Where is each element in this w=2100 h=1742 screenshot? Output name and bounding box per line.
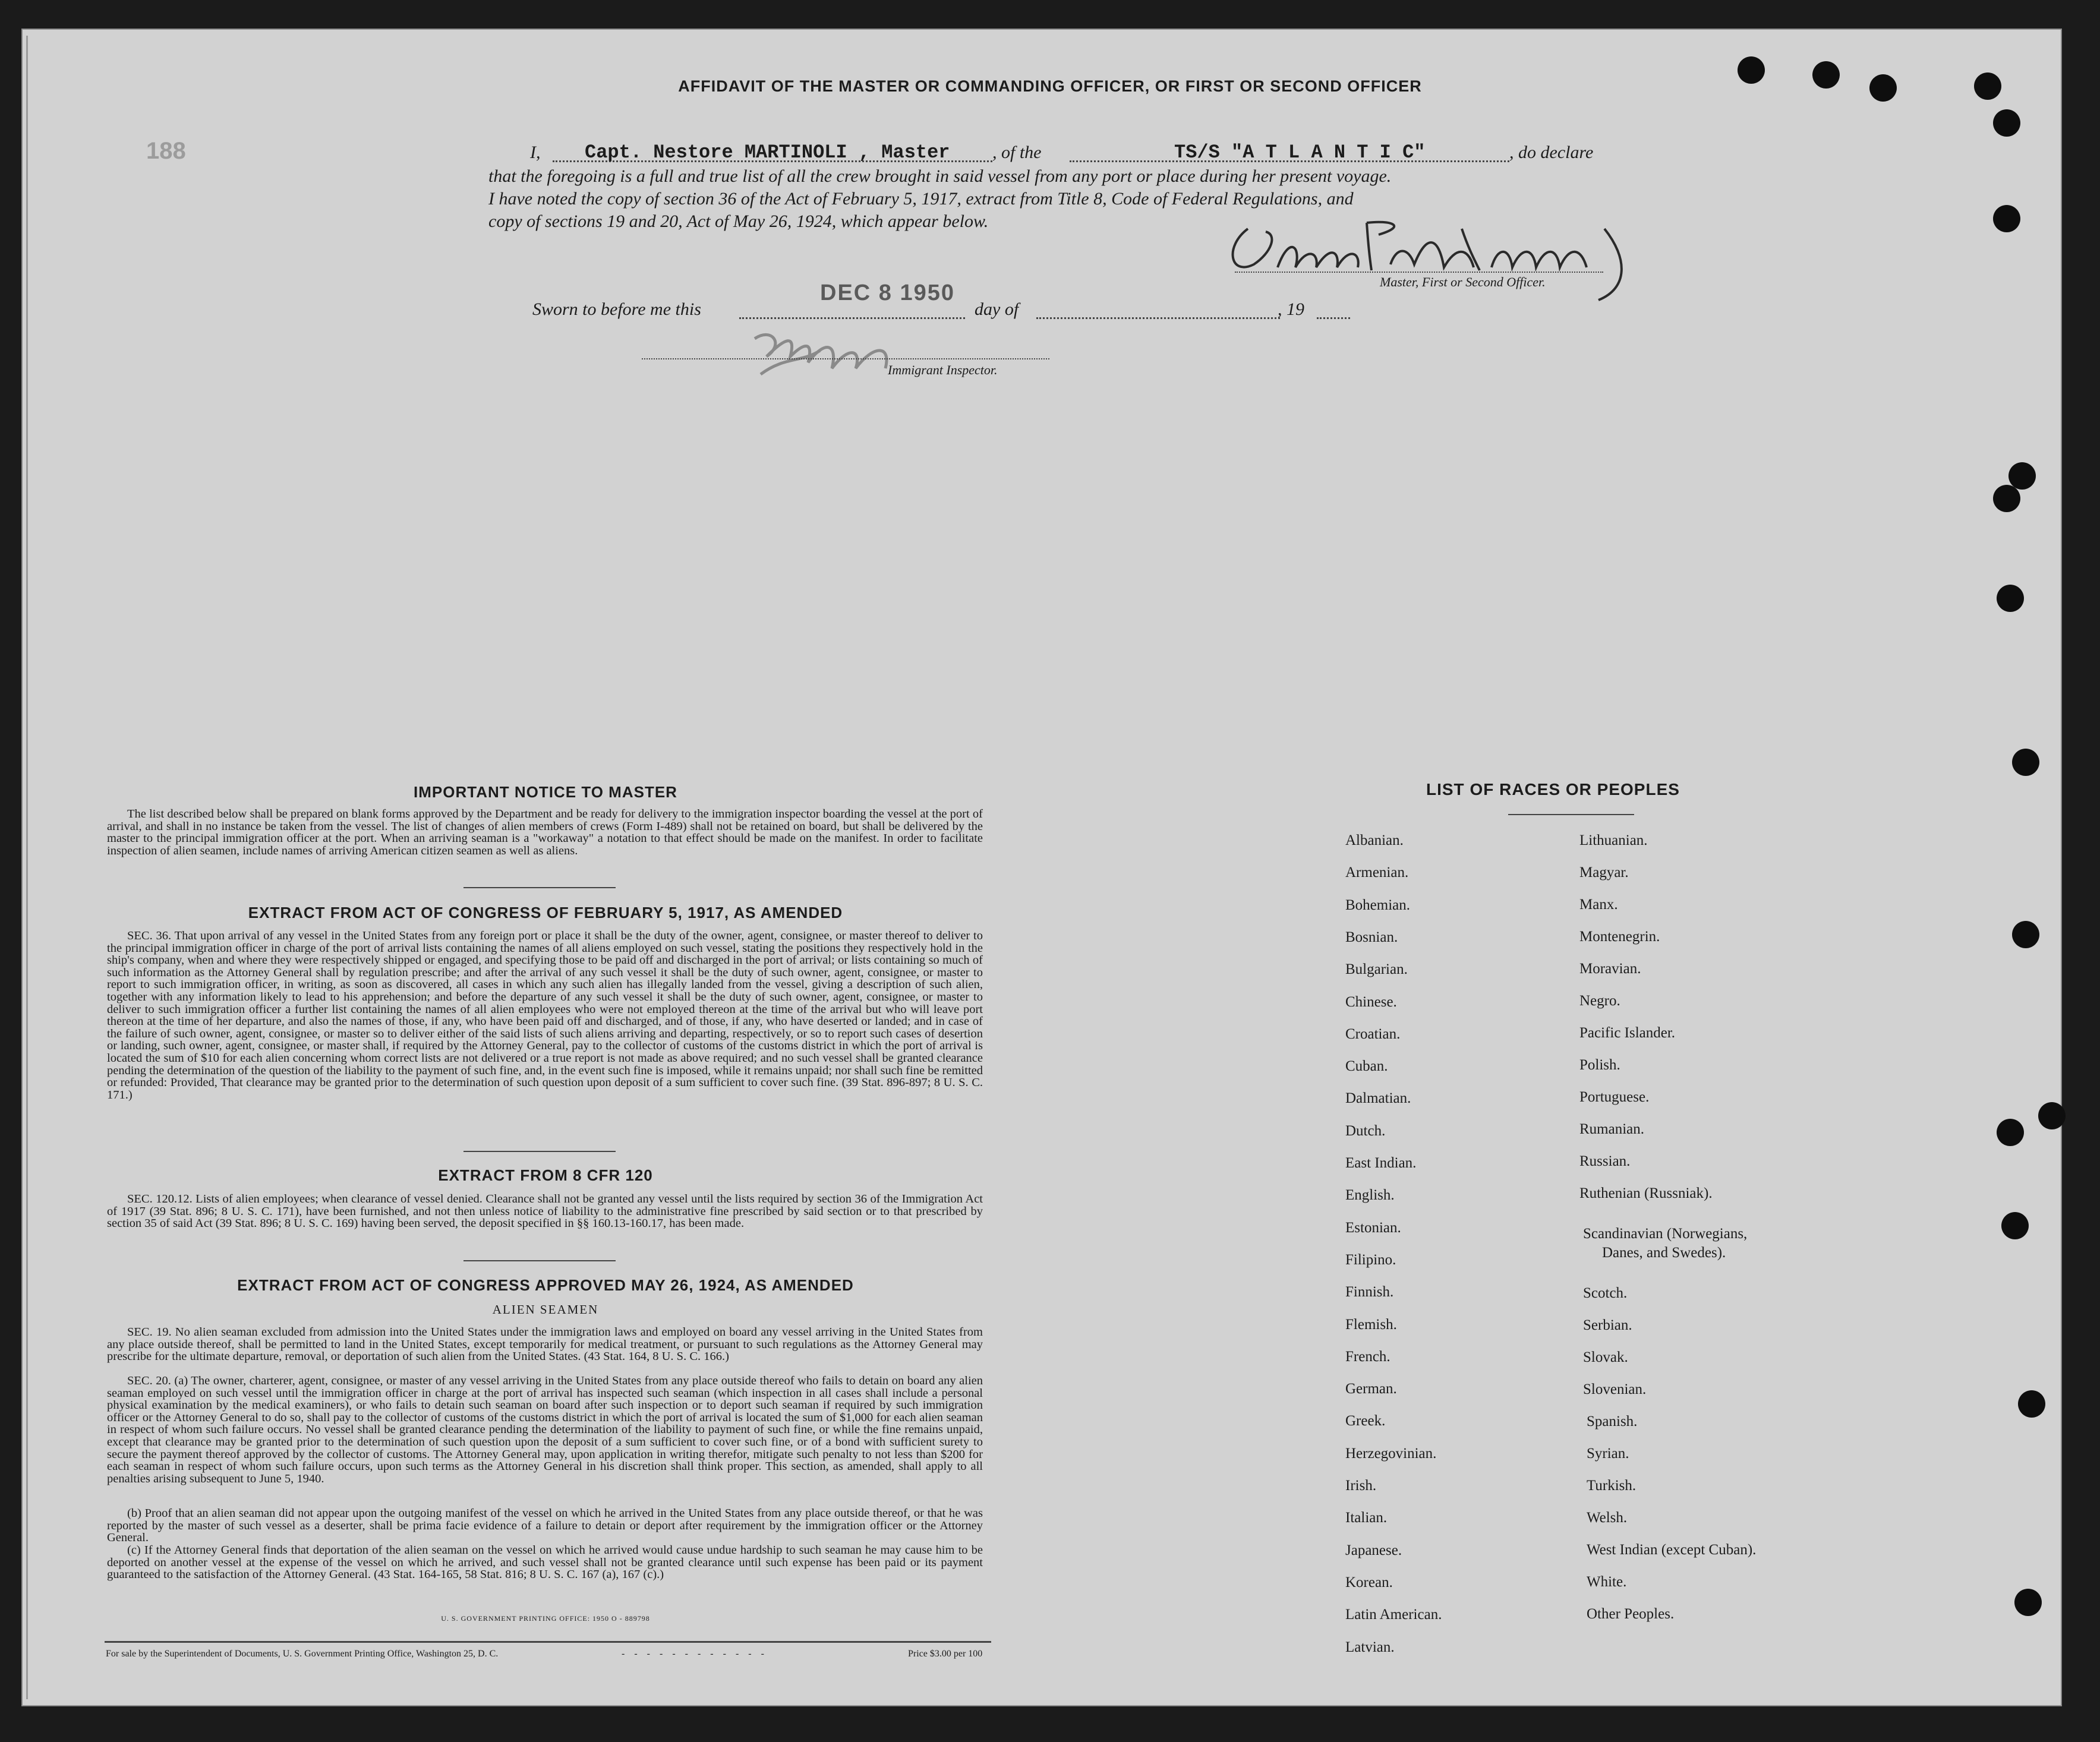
race-item: Bulgarian. bbox=[1345, 961, 1408, 978]
race-item: Japanese. bbox=[1345, 1542, 1402, 1558]
punch-hole bbox=[2038, 1102, 2066, 1129]
race-item: Dutch. bbox=[1345, 1122, 1386, 1139]
race-item: Latin American. bbox=[1345, 1607, 1442, 1623]
footer-rule bbox=[105, 1641, 991, 1643]
race-item: Rumanian. bbox=[1579, 1121, 1645, 1137]
year-prefix: , 19 bbox=[1278, 299, 1304, 319]
race-item: Chinese. bbox=[1345, 993, 1397, 1010]
punch-hole bbox=[1997, 1119, 2024, 1146]
notice-heading: IMPORTANT NOTICE TO MASTER bbox=[414, 783, 677, 801]
notice-text: The list described below shall be prepared on blank forms approved by the Department and be ready for delivery to the immigration inspector boarding the vessel at the port of arrival, and shall in no instance be taken from the vessel. The list of changes of alien members of crews (Form I-489) shall not be retained on board, but shall be delivered by the master to the principal immigration officer at the port. When an arriving seaman is a "workaway" a notation to that effect should be made on the manifest. In order to facilitate inspection of alien seamen, include names of arriving American citizen seamen as well as aliens. bbox=[107, 807, 983, 857]
sworn-label: Sworn to before me this bbox=[532, 299, 701, 319]
race-item: Negro. bbox=[1579, 993, 1620, 1009]
punch-hole bbox=[1997, 585, 2024, 612]
race-item: White. bbox=[1587, 1574, 1627, 1590]
sec-20c-text: (c) If the Attorney General finds that deportation of the alien seaman on the vessel on which he arrived would cause undue hardship to such seaman he may cause him to be deported on another vessel at the expense of the vessel on which he arrived, and such vessel shall not be granted clearance until such expense has been paid or its payment guaranteed to the satisfaction of the Attorney General. (43 Stat. 164-165, 58 Stat. 816; 8 U. S. C. 167 (a), 167 (c).) bbox=[107, 1544, 983, 1582]
footer-dashes: - - - - - - - - - - - - bbox=[622, 1649, 768, 1659]
race-item: Bohemian. bbox=[1345, 897, 1411, 913]
master-signature bbox=[1212, 211, 1688, 306]
race-item: Armenian. bbox=[1345, 864, 1409, 881]
race-item: Estonian. bbox=[1345, 1219, 1401, 1236]
race-item: Slovak. bbox=[1583, 1349, 1628, 1365]
race-item: Greek. bbox=[1345, 1413, 1386, 1429]
race-item: Albanian. bbox=[1345, 832, 1404, 848]
race-item: Croatian. bbox=[1345, 1025, 1401, 1042]
divider bbox=[463, 887, 616, 888]
divider bbox=[463, 1260, 616, 1261]
race-item: Italian. bbox=[1345, 1510, 1388, 1526]
date-stamp: DEC 8 1950 bbox=[820, 280, 956, 305]
race-item: Bosnian. bbox=[1345, 929, 1398, 945]
extract-1917-heading: EXTRACT FROM ACT OF CONGRESS OF FEBRUARY 5, 1917, AS AMENDED bbox=[248, 904, 843, 922]
punch-hole bbox=[2008, 462, 2036, 490]
signature-line bbox=[1235, 272, 1603, 273]
sworn-date-line bbox=[739, 317, 965, 319]
race-item: Manx. bbox=[1579, 897, 1618, 913]
affidavit-i-label: I, bbox=[530, 143, 541, 162]
vessel-name: TS/S "A T L A N T I C" bbox=[1174, 141, 1426, 163]
race-item: Ruthenian (Russniak). bbox=[1579, 1185, 1713, 1201]
race-item: Slovenian. bbox=[1583, 1381, 1647, 1397]
race-item: Syrian. bbox=[1587, 1446, 1629, 1462]
race-item: French. bbox=[1345, 1348, 1390, 1365]
race-item: Finnish. bbox=[1345, 1284, 1394, 1301]
race-item: Filipino. bbox=[1345, 1251, 1396, 1268]
race-item: Irish. bbox=[1345, 1478, 1377, 1494]
for-sale-text: For sale by the Superintendent of Documents, U. S. Government Printing Office, Washington 25, D. C. bbox=[106, 1649, 499, 1659]
race-item: Herzegovinian. bbox=[1345, 1445, 1437, 1462]
races-heading: LIST OF RACES OR PEOPLES bbox=[1426, 780, 1680, 799]
race-item: Cuban. bbox=[1345, 1058, 1388, 1075]
affidavit-line-2: that the foregoing is a full and true list of all the crew brought in said vessel from any port or place during her present voyage. bbox=[488, 166, 1392, 186]
race-item: Spanish. bbox=[1587, 1413, 1638, 1429]
race-item: Turkish. bbox=[1587, 1478, 1637, 1494]
race-item: Serbian. bbox=[1583, 1317, 1632, 1333]
month-line bbox=[1036, 317, 1280, 319]
do-declare-label: , do declare bbox=[1509, 143, 1594, 162]
race-item: Danes, and Swedes). bbox=[1602, 1245, 1726, 1261]
race-item: Montenegrin. bbox=[1579, 929, 1660, 945]
race-item: Dalmatian. bbox=[1345, 1090, 1411, 1107]
race-item: Portuguese. bbox=[1579, 1089, 1650, 1105]
sec-20a-text: SEC. 20. (a) The owner, charterer, agent, consignee, or master of any vessel arriving in the United States from any place outside thereof who fails to detain on board any alien seaman employed on such vessel until the immigration officer in charge at the port of arrival has inspected such seaman (which inspection in all cases shall include a personal physical examination by the medical examiners), or who fails to detain such seaman on board after such inspection or to deport such seaman if required by such immigration officer or the Attorney General to do so, shall pay to the collector of customs of the customs district in which the port of arrival is located the sum of $1,000 for each alien seaman in respect of whom such failure occurs. No vessel shall be granted clearance pending the determination of the liability to payment of such fine, or while the fine remains unpaid, except that clearance may be granted prior to the determination of such question upon the deposit of a sum sufficient to cover such fine, or of a bond with sufficient surety to secure the payment thereof approved by the collector of customs. The Attorney General may, upon application in writing therefor, mitigate such penalty to not less than $200 for each seaman in respect of whom such failure occurs, upon such terms as the Attorney General in his discretion shall think proper. This section, as amended, shall apply to all penalties arising subsequent to June 5, 1940. bbox=[107, 1374, 983, 1485]
sec-19-text: SEC. 19. No alien seaman excluded from admission into the United States under the immigration laws and employed on board any vessel arriving in the United States from any place outside thereof, shall be permitted to land in the United States, except temporarily for medical treatment, or pursuant to such regulations as the Attorney General may prescribe for the ultimate departure, removal, or deportation of such alien from the United States. (43 Stat. 164, 8 U. S. C. 166.) bbox=[107, 1326, 983, 1364]
punch-hole bbox=[1993, 485, 2020, 512]
punch-hole bbox=[2001, 1212, 2029, 1239]
race-item: Magyar. bbox=[1579, 864, 1629, 881]
race-item: East Indian. bbox=[1345, 1155, 1417, 1171]
price-text: Price $3.00 per 100 bbox=[908, 1649, 983, 1659]
punch-hole bbox=[2018, 1390, 2045, 1418]
extract-8cfr-heading: EXTRACT FROM 8 CFR 120 bbox=[438, 1166, 653, 1184]
race-item: German. bbox=[1345, 1381, 1397, 1397]
race-item: Polish. bbox=[1579, 1057, 1620, 1073]
affidavit-line-3: I have noted the copy of section 36 of the Act of February 5, 1917, extract from Title 8, Code of Federal Regulations, and bbox=[488, 189, 1354, 209]
printing-office: U. S. GOVERNMENT PRINTING OFFICE: 1950 O - 889798 bbox=[441, 1614, 650, 1623]
punch-hole bbox=[2012, 921, 2039, 948]
master-name: Capt. Nestore MARTINOLI , Master bbox=[585, 141, 950, 163]
inspector-caption: Immigrant Inspector. bbox=[888, 362, 998, 377]
punch-hole bbox=[1993, 109, 2020, 137]
extract-1917-text: SEC. 36. That upon arrival of any vessel in the United States from any foreign port or place it shall be the duty of the owner, agent, consignee, or master thereof to deliver to the principal immigration officer in charge of the port of arrival lists containing the names of all aliens employed on such vessel, stating the positions they respectively hold in the ship's company, when and where they were respectively shipped or engaged, and specifying those to be paid off and discharged in the port of arrival; or lists containing so much of such information as the Attorney General shall by regulation prescribe; and after the arrival of any such vessel it shall be the duty of such owner, agent, consignee, or master to report to such immigration officer, in writing, as soon as discovered, all cases in which any such alien has illegally landed from the vessel, giving a description of such alien, together with any information likely to lead to his apprehension; and before the departure of any such vessel it shall be the duty of such owner, agent, consignee, or master to deliver to such immigration officer a further list containing the names of all alien employees who were not employed thereon at the time of the arrival but who will leave port thereon at the time of her departure, and also the names of those, if any, who have been paid off and discharged, and of those, if any, who have deserted or landed; and in case of the failure of such owner, agent, consignee, or master so to deliver either of the said lists of such aliens arriving and departing, respectively, or so to report such cases of desertion or landing, such owner, agent, consignee, or master shall, if required by the Attorney General, pay to the collector of customs of the customs district in which the port of arrival is located the sum of $10 for each alien concerning whom correct lists are not delivered or a true report is not made as above required; and no such vessel shall be granted clearance pending the determination of the question of the liability to the payment of such fine, and, in the event such fine is imposed, while it remains unpaid; nor shall such fine be remitted or refunded: Provided, That clearance may be granted prior to the determination of such question upon deposit of a sum sufficient to cover such fine. (39 Stat. 896-897; 8 U. S. C. 171.) bbox=[107, 929, 983, 1102]
race-item: Moravian. bbox=[1579, 961, 1641, 977]
punch-hole bbox=[1993, 205, 2020, 232]
race-item: West Indian (except Cuban). bbox=[1587, 1542, 1757, 1558]
race-item: Pacific Islander. bbox=[1579, 1025, 1676, 1041]
alien-seamen-subheading: ALIEN SEAMEN bbox=[492, 1302, 599, 1317]
race-item: Scotch. bbox=[1583, 1285, 1628, 1301]
race-item: English. bbox=[1345, 1187, 1395, 1204]
race-item: Korean. bbox=[1345, 1574, 1393, 1590]
signature-caption: Master, First or Second Officer. bbox=[1380, 274, 1546, 289]
margin-mark: 188 bbox=[146, 138, 186, 164]
inspector-line bbox=[642, 358, 1049, 359]
punch-hole bbox=[2014, 1589, 2042, 1616]
day-of-label: day of bbox=[975, 299, 1019, 319]
affidavit-line-4: copy of sections 19 and 20, Act of May 26, 1924, which appear below. bbox=[488, 212, 989, 231]
sec-20b-text: (b) Proof that an alien seaman did not appear upon the outgoing manifest of the vessel on which he arrived in the United States from any place outside thereof, or that he was reported by the master of such vessel as a deserter, shall be prima facie evidence of a failure to detain or deport after requirement by the immigration officer or the Attorney General. bbox=[107, 1507, 983, 1545]
race-item: Flemish. bbox=[1345, 1316, 1397, 1333]
race-item: Welsh. bbox=[1587, 1510, 1628, 1526]
race-item: Lithuanian. bbox=[1579, 832, 1648, 848]
race-item: Other Peoples. bbox=[1587, 1606, 1675, 1622]
race-item: Scandinavian (Norwegians, bbox=[1583, 1226, 1748, 1242]
affidavit-heading: AFFIDAVIT OF THE MASTER OR COMMANDING OFFICER, OR FIRST OR SECOND OFFICER bbox=[678, 77, 1422, 95]
of-the-label: , of the bbox=[992, 143, 1042, 162]
punch-hole bbox=[2012, 749, 2039, 776]
race-item: Latvian. bbox=[1345, 1639, 1395, 1655]
divider bbox=[463, 1151, 616, 1152]
race-item: Russian. bbox=[1579, 1153, 1631, 1169]
races-heading-rule bbox=[1508, 814, 1634, 815]
extract-1924-heading: EXTRACT FROM ACT OF CONGRESS APPROVED MAY 26, 1924, AS AMENDED bbox=[237, 1276, 854, 1294]
year-line bbox=[1317, 317, 1350, 319]
extract-8cfr-text: SEC. 120.12. Lists of alien employees; when clearance of vessel denied. Clearance shall not be granted any vessel until the lists required by section 36 of the Immigration Act of 1917 (39 Stat. 896; 8 U. S. C. 171), have been furnished, and not then unless notice of liability to the administrative fine prescribed by said section or to that prescribed by section 35 of said Act (39 Stat. 896; 8 U. S. C. 169) having been served, the deposit specified in §§ 160.13-160.17, has been made. bbox=[107, 1192, 983, 1230]
